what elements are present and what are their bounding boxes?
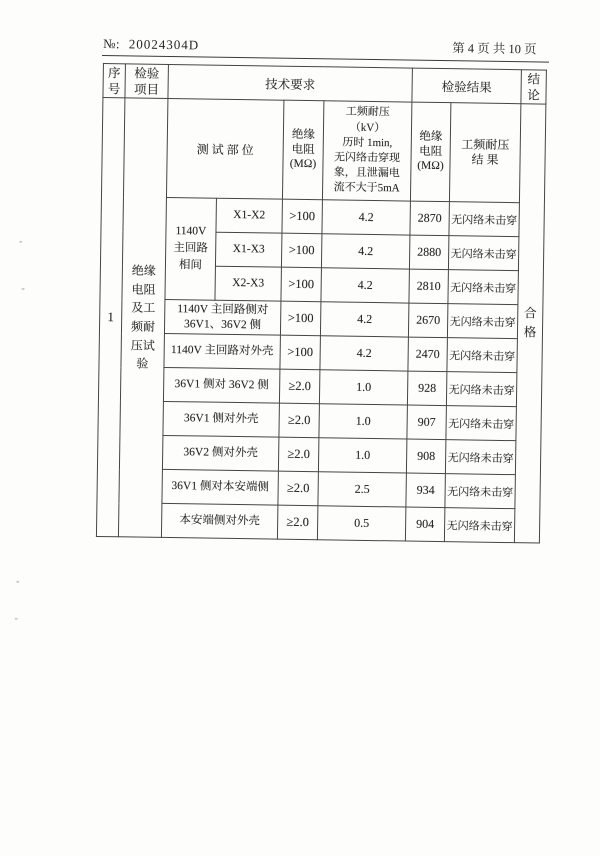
withstand-result-cell: 无闪络未击穿: [444, 508, 515, 543]
part-cell: X1-X3: [215, 232, 281, 267]
kv-cell: 1.0: [319, 370, 408, 405]
withstand-result-cell: 无闪络未击穿: [445, 474, 516, 509]
resistance-result-cell: 904: [405, 507, 445, 542]
document-number-label: №:: [103, 36, 120, 52]
withstand-result-cell: 无闪络未击穿: [445, 440, 516, 475]
col-header-conclusion: 结 论: [521, 70, 547, 104]
kv-cell: 0.5: [317, 506, 406, 541]
req-cell: >100: [281, 267, 322, 302]
resistance-result-cell: 2810: [409, 269, 449, 304]
table-header-row-2: [101, 98, 545, 204]
col-header-item: 检验 项目: [125, 64, 168, 99]
scan-speck: [22, 288, 25, 290]
resistance-result-cell: 2670: [408, 303, 448, 338]
table-row: [96, 502, 539, 543]
part-group-cell: 1140V 主回路 相间: [165, 197, 217, 300]
part-cell: 本安端侧对外壳: [161, 503, 277, 539]
req-cell: ≥2.0: [277, 505, 318, 540]
subheader-withstand-req: 工频耐压 （kV） 历时 1min, 无闪络击穿现 象，且泄漏电 流不大于5mA: [322, 101, 411, 201]
part-cell: 36V1 侧对外壳: [163, 401, 279, 437]
table-row: [101, 196, 544, 237]
req-cell: >100: [281, 233, 321, 268]
page-indicator: 第 4 页 共 10 页: [452, 41, 537, 57]
req-cell: ≥2.0: [279, 403, 319, 438]
inspection-item-cell: 绝缘 电阻 及工 频耐 压试 验: [118, 98, 168, 538]
subheader-test-part: 测 试 部 位: [166, 98, 283, 199]
kv-cell: 4.2: [320, 336, 409, 371]
withstand-result-cell: 无闪络未击穿: [447, 304, 518, 339]
req-cell: >100: [280, 301, 320, 336]
col-header-serial: 序 号: [103, 64, 126, 98]
req-cell: >100: [282, 199, 322, 234]
col-header-tech-req: 技术要求: [168, 64, 412, 102]
part-cell: 1140V 主回路对外壳: [164, 333, 280, 369]
part-cell: 36V1 侧对本安端侧: [162, 469, 278, 505]
withstand-result-cell: 无闪络未击穿: [448, 270, 519, 305]
resistance-result-cell: 2470: [408, 337, 448, 372]
part-cell: X1-X2: [216, 198, 282, 233]
resistance-result-cell: 934: [406, 473, 446, 508]
part-cell: 1140V 主回路侧对 36V1、36V2 侧: [164, 299, 280, 335]
withstand-result-cell: 无闪络未击穿: [447, 338, 518, 373]
conclusion-cell: 合 格: [514, 104, 546, 543]
resistance-result-cell: 907: [407, 405, 447, 440]
part-cell: 36V2 侧对外壳: [162, 435, 278, 471]
scan-speck: [15, 618, 18, 620]
resistance-result-cell: 2880: [409, 235, 449, 270]
kv-cell: 1.0: [319, 404, 408, 439]
kv-cell: 4.2: [321, 268, 410, 303]
document-number-value: 20024304D: [128, 36, 200, 53]
withstand-result-cell: 无闪络未击穿: [446, 372, 517, 407]
resistance-result-cell: 908: [406, 439, 446, 474]
part-cell: 36V1 侧对 36V2 侧: [163, 367, 279, 403]
kv-cell: 4.2: [321, 234, 410, 269]
inspection-table: [96, 63, 547, 544]
kv-cell: 2.5: [318, 472, 407, 507]
req-cell: >100: [280, 335, 321, 370]
req-cell: ≥2.0: [279, 369, 319, 404]
withstand-result-cell: 无闪络未击穿: [448, 236, 519, 271]
resistance-result-cell: 928: [407, 371, 447, 406]
kv-cell: 4.2: [322, 200, 411, 235]
withstand-result-cell: 无闪络未击穿: [449, 202, 520, 237]
subheader-withstand-result: 工频耐压 结 果: [449, 103, 520, 203]
serial-number-cell: 1: [96, 98, 125, 537]
subheader-insulation-req: 绝缘 电阻 (MΩ): [282, 100, 323, 200]
col-header-result: 检验结果: [412, 68, 522, 104]
kv-cell: 1.0: [318, 438, 407, 473]
withstand-result-cell: 无闪络未击穿: [446, 406, 517, 441]
resistance-result-cell: 2870: [410, 201, 450, 236]
req-cell: ≥2.0: [278, 471, 318, 506]
document-number: [103, 36, 199, 53]
scan-speck: [19, 241, 22, 243]
kv-cell: 4.2: [320, 302, 409, 337]
req-cell: ≥2.0: [278, 437, 318, 472]
subheader-insulation-result: 绝缘 电阻 (MΩ): [410, 102, 450, 202]
part-cell: X2-X3: [215, 266, 281, 301]
scan-speck: [16, 581, 19, 583]
